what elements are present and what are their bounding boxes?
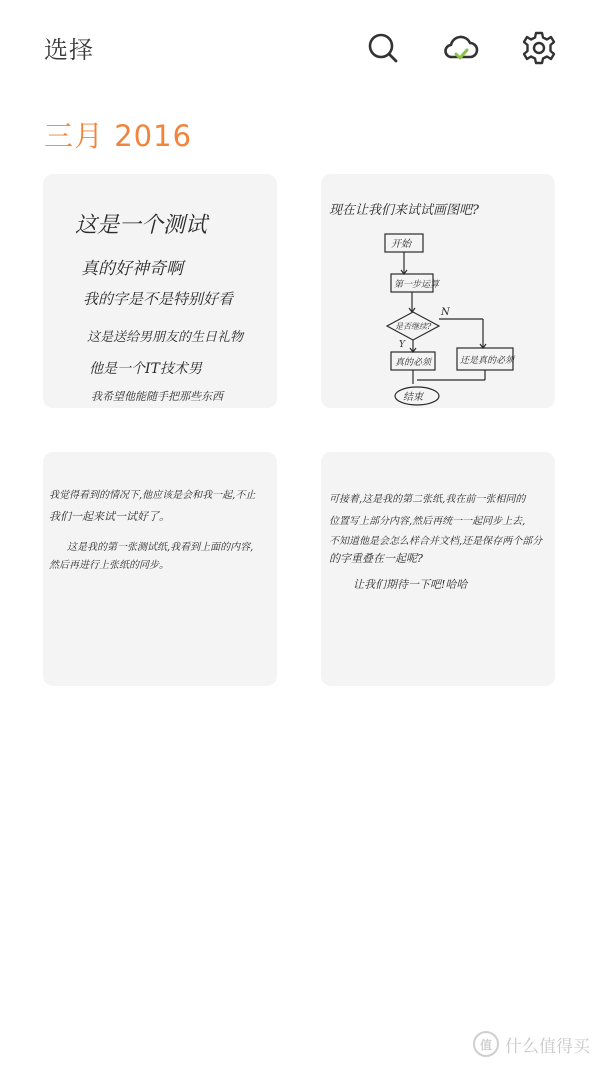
note-card[interactable] (43, 452, 277, 686)
note-line: 然后再进行上张纸的同步。 (49, 560, 169, 571)
flowchart-box-left: 真的必须 (395, 358, 432, 368)
note-line: 他是一个IT技术男 (89, 361, 202, 377)
section-title: 三月 2016 (44, 119, 193, 153)
note-line: 不知道他是会怎么样合并文档,还是保存两个部分 (329, 536, 543, 547)
note-line: 我的字是不是特别好看 (83, 290, 234, 308)
flowchart-no: N (441, 307, 450, 318)
note-handwriting (43, 452, 277, 686)
note-handwriting (321, 452, 555, 686)
settings-button[interactable] (519, 28, 559, 68)
note-line: 可接着,这是我的第二张纸,我在前一张相同的 (329, 494, 526, 505)
note-line: 的字重叠在一起呢? (329, 552, 423, 565)
note-line: 我觉得看到的情况下,他应该是会和我一起,不止 (49, 490, 256, 501)
watermark-text: 什么值得买 (505, 1036, 590, 1057)
note-line: 这是一个测试 (75, 213, 208, 238)
note-line: 让我们期待一下吧!哈哈 (353, 578, 468, 591)
cloud-sync-icon (441, 28, 481, 68)
flowchart-end: 结束 (403, 392, 423, 403)
note-line: 这是送给男朋友的生日礼物 (87, 330, 244, 345)
search-icon (363, 28, 403, 68)
flowchart-decision: 是否继续? (395, 322, 432, 331)
flowchart-yes: Y (399, 340, 405, 350)
gear-icon (519, 28, 559, 68)
flowchart-start: 开始 (391, 239, 411, 250)
cloud-sync-button[interactable] (441, 28, 481, 68)
note-handwriting (43, 174, 277, 408)
top-bar (0, 0, 600, 95)
flowchart-box-right: 还是真的必须 (460, 356, 515, 366)
search-button[interactable] (363, 28, 403, 68)
flowchart-caption: 现在让我们来试试画图吧? (329, 203, 479, 218)
note-line: 真的好神奇啊 (81, 259, 183, 279)
note-card[interactable] (321, 452, 555, 686)
note-line: 位置写上部分内容,然后再统一一起同步上去, (329, 516, 526, 527)
flowchart-step: 第一步运算 (394, 280, 440, 290)
note-line: 我们一起来试一试好了。 (49, 510, 170, 523)
select-button[interactable]: 选择 (44, 36, 94, 64)
note-card[interactable] (43, 174, 277, 408)
watermark (473, 1031, 590, 1057)
watermark-logo-icon: 值 (473, 1031, 499, 1057)
note-line: 这是我的第一张测试纸,我看到上面的内容, (67, 542, 254, 553)
note-card[interactable] (321, 174, 555, 408)
note-line: 我希望他能随手把那些东西 (91, 390, 223, 403)
flowchart-sketch (321, 174, 555, 408)
